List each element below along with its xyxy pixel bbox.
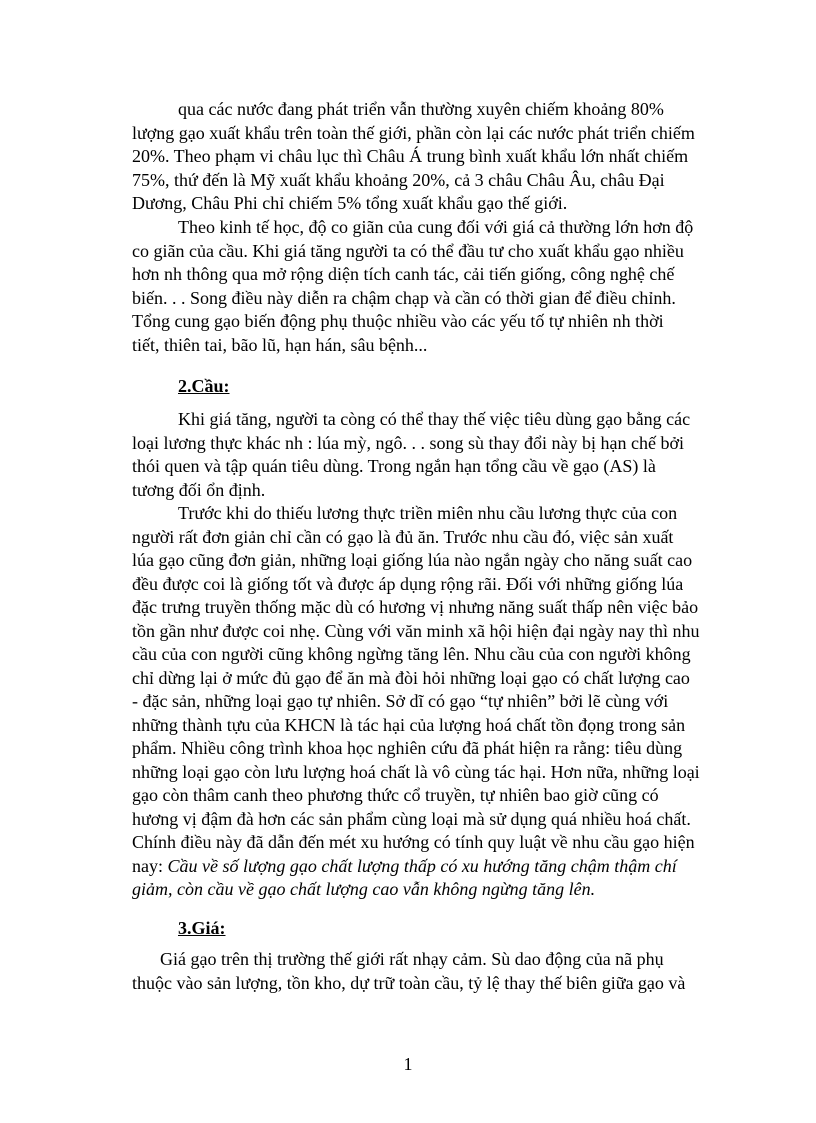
text-line: biến. . . Song điều này diễn ra chậm chạp và cần có thời gian để điều chỉnh.: [132, 287, 676, 308]
text-line: lúa gạo cũng đơn giản, những loại giống lúa nào ngắn ngày cho năng suất cao: [132, 550, 693, 570]
section-heading-price: 3.Giá:: [178, 918, 226, 938]
text-line: Giá gạo trên thị trường thế giới rất nhạy cảm. Sù dao động của nã phụ: [160, 949, 664, 969]
text-line: hương vị đậm đà hơn các sản phẩm cùng loại mà sử dụng quá nhiều hoá chất.: [132, 808, 691, 829]
paragraph-demand-quality: [132, 502, 724, 902]
text-line: - đặc sản, những loại gạo tự nhiên. Sở dĩ có gạo “tự nhiên” bởi lẽ cùng với: [132, 691, 669, 711]
text-fragment: nay:: [132, 855, 168, 876]
text-line: những loại gạo còn lưu lượng hoá chất là vô cùng tác hại. Hơn nữa, những loại: [132, 761, 700, 782]
text-line: 20%. Theo phạm vi châu lục thì Châu Á trung bình xuất khẩu lớn nhất chiếm: [132, 146, 689, 166]
italic-conclusion: giảm, còn cầu về gạo chất lượng cao vẫn không ngừng tăng lên.: [132, 879, 596, 899]
text-line: lượng gạo xuất khẩu trên toàn thế giới, phần còn lại các nước phát triển chiếm: [132, 122, 695, 143]
text-line: đặc trưng truyền thống mặc dù có hương vị nhưng năng suất thấp nên việc bảo: [132, 597, 699, 617]
text-line: hơn nh thông qua mở rộng diện tích canh tác, cải tiến giống, công nghệ chế: [132, 264, 675, 284]
text-line: đều được coi là giống tốt và được áp dụng rộng rãi. Đối với những giống lúa: [132, 573, 684, 594]
text-line: cầu của con người cũng không ngừng tăng lên. Nhu cầu của con người không: [132, 644, 691, 664]
paragraph-demand-substitution: [132, 408, 724, 502]
text-line: Dương, Châu Phi chỉ chiếm 5% tổng xuất khẩu gạo thế giới.: [132, 193, 568, 213]
section-heading-demand: 2.Cầu:: [178, 376, 230, 396]
text-line: qua các nước đang phát triển vẫn thường xuyên chiếm khoảng 80%: [178, 99, 664, 119]
italic-conclusion: Cầu về số lượng gạo chất lượng thấp có xu hướng tăng chậm thậm chí: [167, 855, 677, 876]
text-line: Theo kinh tế học, độ co giãn của cung đối với giá cả thường lớn hơn độ: [178, 217, 694, 237]
text-line: chỉ dừng lại ở mức đủ gạo để ăn mà đòi hỏi những loại gạo có chất lượng cao: [132, 667, 690, 688]
text-line: loại lương thực khác nh : lúa mỳ, ngô. . . song sù thay đổi này bị hạn chế bởi: [132, 432, 684, 453]
text-line: co giãn của cầu. Khi giá tăng người ta có thể đầu tư cho xuất khẩu gạo nhiều: [132, 240, 684, 261]
text-line: Tổng cung gạo biến động phụ thuộc nhiều vào các yếu tố tự nhiên nh thời: [132, 311, 664, 331]
text-line: phẩm. Nhiều công trình khoa học nghiên cứu đã phát hiện ra rằng: tiêu dùng: [132, 738, 683, 758]
text-line: tương đối ổn định.: [132, 479, 266, 500]
page-number: 1: [403, 1054, 413, 1074]
text-line: thói quen và tập quán tiêu dùng. Trong ngắn hạn tổng cầu về gạo (AS) là: [132, 456, 656, 476]
paragraph-supply-elasticity: [132, 216, 724, 357]
text-line: người rất đơn giản chỉ cần có gạo là đủ ăn. Trước nhu cầu đó, việc sản xuất: [132, 526, 674, 547]
text-line: 75%, thứ đến là Mỹ xuất khẩu khoảng 20%, cả 3 châu Châu Âu, châu Đại: [132, 169, 665, 190]
text-line: tồn gần như được coi nhẹ. Cùng với văn minh xã hội hiện đại ngày nay thì nhu: [132, 620, 700, 641]
text-line: Chính điều này đã dẫn đến mét xu hướng có tính quy luật về nhu cầu gạo hiện: [132, 832, 695, 852]
text-line: thuộc vào sản lượng, tồn kho, dự trữ toàn cầu, tỷ lệ thay thế biên giữa gạo và: [132, 972, 686, 993]
text-line: Trước khi do thiếu lương thực triền miên nhu cầu lương thực của con: [178, 503, 678, 523]
text-line: tiết, thiên tai, bão lũ, hạn hán, sâu bệnh...: [132, 334, 428, 355]
text-line: Khi giá tăng, người ta còng có thể thay thế việc tiêu dùng gạo bằng các: [178, 409, 691, 429]
paragraph-supply-share: [132, 98, 724, 216]
text-line: [132, 855, 724, 879]
paragraph-price: [132, 948, 724, 995]
text-line: gạo còn thâm canh theo phương thức cổ truyền, tự nhiên bao giờ cũng có: [132, 785, 659, 805]
text-line: những thành tựu của KHCN là tác hại của lượng hoá chất tồn đọng trong sản: [132, 714, 686, 735]
